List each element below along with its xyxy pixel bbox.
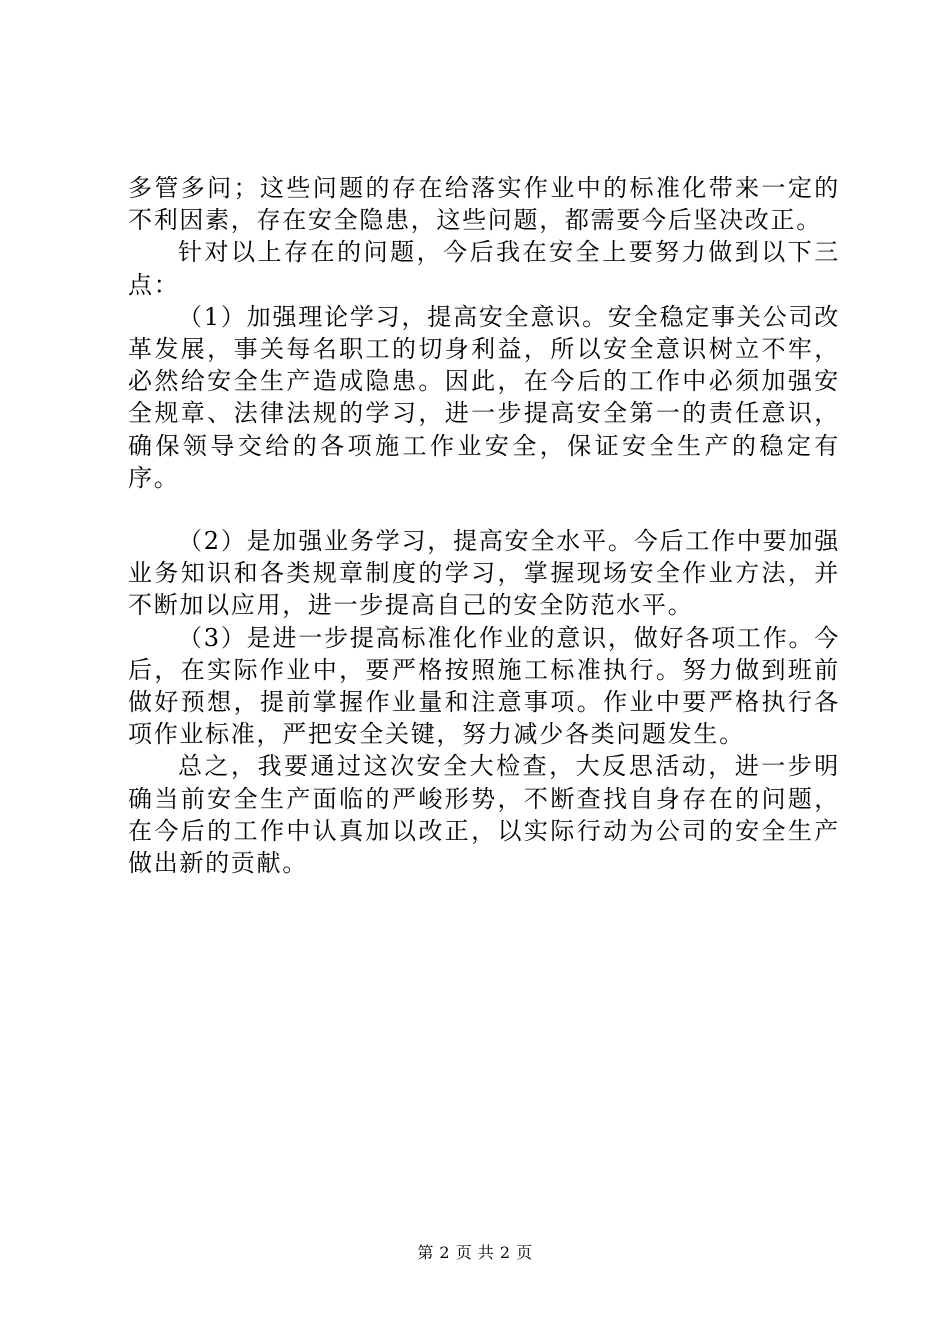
- document-body: [128, 172, 840, 879]
- paragraph-continuation: 多管多问；这些问题的存在给落实作业中的标准化带来一定的不利因素，存在安全隐患，这些问题，都需要今后坚决改正。: [128, 174, 840, 235]
- paragraph-point-1: （1）加强理论学习，提高安全意识。安全稳定事关公司改革发展，事关每名职工的切身利益，所以安全意识树立不牢，必然给安全生产造成隐患。因此，在今后的工作中必须加强安全规章、法律法规的学习，进一步提高安全第一的责任意识，确保领导交给的各项施工作业安全，保证安全生产的稳定有序。: [128, 302, 840, 492]
- page-footer: 第 2 页 共 2 页: [417, 1243, 533, 1262]
- paragraph-point-3: （3）是进一步提高标准化作业的意识，做好各项工作。今后，在实际作业中，要严格按照施工标准执行。努力做到班前做好预想，提前掌握作业量和注意事项。作业中要严格执行各项作业标准，严把安全关键，努力减少各类问题发生。: [128, 623, 840, 749]
- paragraph-point-2: （2）是加强业务学习，提高安全水平。今后工作中要加强业务知识和各类规章制度的学习，掌握现场安全作业方法，并不断加以应用，进一步提高自己的安全防范水平。: [128, 527, 840, 620]
- paragraph-conclusion: 总之，我要通过这次安全大检查，大反思活动，进一步明确当前安全生产面临的严峻形势，不断查找自身存在的问题，在今后的工作中认真加以改正，以实际行动为公司的安全生产做出新的贡献。: [128, 752, 840, 878]
- paragraph-intro: 针对以上存在的问题，今后我在安全上要努力做到以下三点：: [128, 238, 840, 299]
